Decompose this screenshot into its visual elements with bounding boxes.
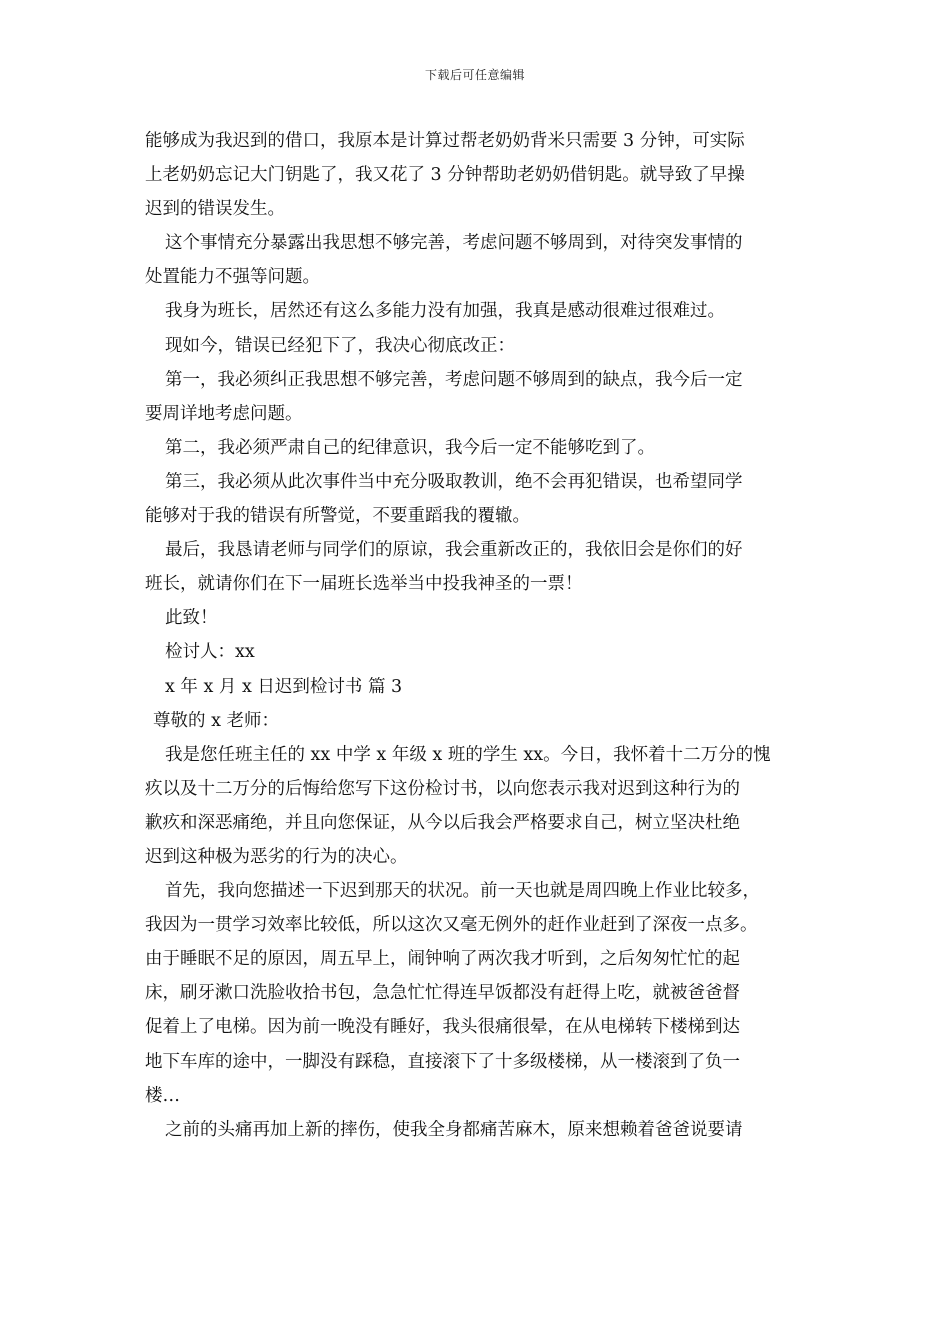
closing-salutation: 此致！ bbox=[165, 608, 218, 629]
paragraph-start-line: 最后，我恳请老师与同学们的原谅，我会重新改正的，我依旧会是你们的好 bbox=[165, 540, 743, 561]
text-line: 能够成为我迟到的借口，我原本是计算过帮老奶奶背米只需要 3 分钟，可实际 bbox=[145, 131, 745, 151]
text-line: 促着上了电梯。因为前一晚没有睡好，我头很痛很晕，在从电梯转下楼梯到达 bbox=[145, 1017, 740, 1038]
paragraph-start-line: 首先，我向您描述一下迟到那天的状况。前一天也就是周四晚上作业比较多， bbox=[165, 881, 760, 902]
signature-line: 检讨人：xx bbox=[165, 642, 255, 663]
text-line: 由于睡眠不足的原因，周五早上，闹钟响了两次我才听到，之后匆匆忙忙的起 bbox=[145, 949, 740, 970]
text-line: 迟到这种极为恶劣的行为的决心。 bbox=[145, 846, 408, 867]
paragraph-start-line: 现如今，错误已经犯下了，我决心彻底改正： bbox=[165, 335, 515, 356]
text-line: 楼… bbox=[145, 1085, 180, 1106]
text-line: 床，刷牙漱口洗脸收拾书包，急急忙忙得连早饭都没有赶得上吃，就被爸爸督 bbox=[145, 983, 740, 1004]
text-line: 歉疚和深恶痛绝，并且向您保证，从今以后我会严格要求自己，树立坚决杜绝 bbox=[145, 812, 740, 833]
greeting-line: 尊敬的 x 老师： bbox=[153, 710, 279, 731]
text-line: 要周详地考虑问题。 bbox=[145, 403, 303, 424]
text-line: 迟到的错误发生。 bbox=[145, 199, 285, 220]
text-line: 我因为一贯学习效率比较低，所以这次又毫无例外的赶作业赶到了深夜一点多。 bbox=[145, 915, 758, 936]
page-header-note: 下载后可任意编辑 bbox=[424, 68, 525, 82]
section-title: x 年 x 月 x 日迟到检讨书 篇 3 bbox=[165, 676, 403, 697]
text-line: 疚以及十二万分的后悔给您写下这份检讨书，以向您表示我对迟到这种行为的 bbox=[145, 778, 740, 799]
paragraph-start-line: 我是您任班主任的 xx 中学 x 年级 x 班的学生 xx。今日，我怀着十二万分的愧 bbox=[165, 744, 771, 765]
text-line: 班长，就请你们在下一届班长选举当中投我神圣的一票！ bbox=[145, 574, 583, 595]
paragraph-start-line: 第一，我必须纠正我思想不够完善，考虑问题不够周到的缺点，我今后一定 bbox=[165, 369, 743, 390]
document-body bbox=[145, 124, 810, 1147]
paragraph-start-line: 之前的头痛再加上新的摔伤，使我全身都痛苦麻木，原来想赖着爸爸说要请 bbox=[165, 1119, 743, 1140]
paragraph-start-line: 我身为班长，居然还有这么多能力没有加强，我真是感动很难过很难过。 bbox=[165, 301, 725, 322]
text-line: 上老奶奶忘记大门钥匙了，我又花了 3 分钟帮助老奶奶借钥匙。就导致了早操 bbox=[145, 165, 745, 186]
text-line: 处置能力不强等问题。 bbox=[145, 267, 320, 288]
text-line: 能够对于我的错误有所警觉，不要重蹈我的覆辙。 bbox=[145, 506, 530, 527]
paragraph-start-line: 第二，我必须严肃自己的纪律意识，我今后一定不能够吃到了。 bbox=[165, 437, 655, 458]
text-line: 地下车库的途中，一脚没有踩稳，直接滚下了十多级楼梯，从一楼滚到了负一 bbox=[145, 1051, 740, 1072]
paragraph-start-line: 这个事情充分暴露出我思想不够完善，考虑问题不够周到，对待突发事情的 bbox=[165, 233, 743, 254]
paragraph-start-line: 第三，我必须从此次事件当中充分吸取教训，绝不会再犯错误，也希望同学 bbox=[165, 471, 743, 492]
